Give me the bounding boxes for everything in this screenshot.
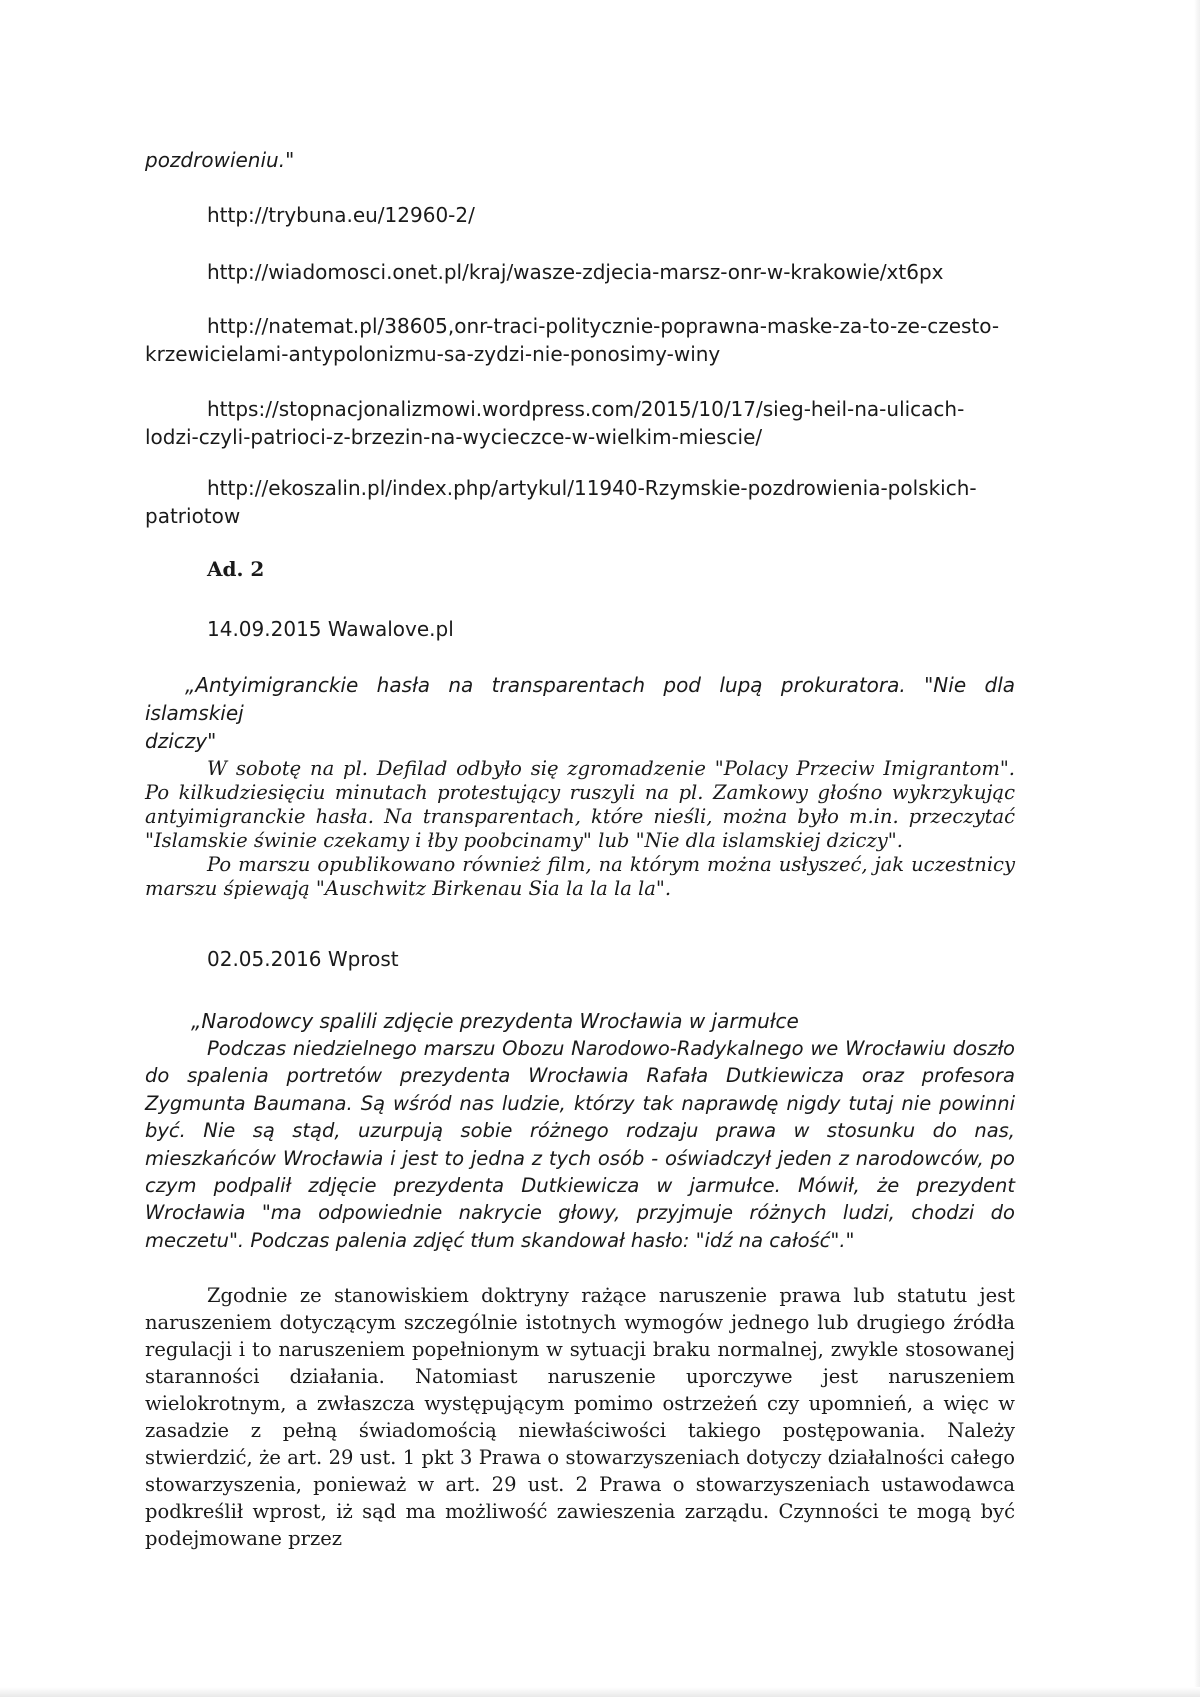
source-link-line: lodzi-czyli-patrioci-z-brzezin-na-wycieczce-w-wielkim-miescie/: [145, 425, 763, 449]
entry-date-source: 02.05.2016 Wprost: [207, 947, 399, 971]
source-link-line: http://ekoszalin.pl/index.php/artykul/11940-Rzymskie-pozdrowienia-polskich-: [207, 476, 977, 500]
source-link-line: https://stopnacjonalizmowi.wordpress.com/2015/10/17/sieg-heil-na-ulicach-: [207, 397, 965, 421]
headline-line: „Antyimigranckie hasła na transparentach pod lupą prokuratora. "Nie dla: [185, 673, 1015, 697]
source-link: [145, 312, 1015, 368]
quoted-paragraph: W sobotę na pl. Defilad odbyło się zgromadzenie "Polacy Przeciw Imigrantom". Po kilkudziesięciu minutach protestujący ruszyli na pl. Zamkowy głośno wykrzykując antyimigranckie hasła. Na transparentach, które nieśli, można było m.in. przeczytać "Islamskie świnie czekamy i łby poobcinamy" lub "Nie dla islamskiej dziczy".: [145, 757, 1015, 852]
headline-line: dziczy": [145, 729, 217, 753]
section-heading: Ad. 2: [207, 557, 265, 581]
source-link: [145, 474, 1015, 530]
entry-date-source: 14.09.2015 Wawalove.pl: [207, 617, 454, 641]
quoted-paragraph: Po marszu opublikowano również film, na którym można usłyszeć, jak uczestnicy marszu śpiewają "Auschwitz Birkenau Sia la la la la".: [145, 853, 1015, 900]
scan-edge-bottom: [0, 1687, 1200, 1697]
headline-line: islamskiej: [145, 701, 244, 725]
entry-headline: „Narodowcy spalili zdjęcie prezydenta Wrocławia w jarmułce: [191, 1009, 799, 1033]
source-link-line: patriotow: [145, 504, 241, 528]
source-link-line: krzewicielami-antypolonizmu-sa-zydzi-nie-ponosimy-winy: [145, 342, 721, 366]
entry-headline: [145, 671, 1015, 755]
source-link-line: http://trybuna.eu/12960-2/: [207, 203, 475, 227]
source-link: [145, 395, 1015, 451]
quote-ending: pozdrowieniu.": [145, 148, 295, 172]
legal-paragraph: Zgodnie ze stanowiskiem doktryny rażące naruszenie prawa lub statutu jest naruszeniem dotyczącym szczególnie istotnych wymogów jednego lub drugiego źródła regulacji i to naruszeniem popełnionym w sytuacji braku normalnej, zwykle stosowanej staranności działania. Natomiast naruszenie uporczywe jest naruszeniem wielokrotnym, a zwłaszcza występującym pomimo ostrzeżeń czy upomnień, a więc w zasadzie z pełną świadomością niewłaściwości takiego postępowania. Należy stwierdzić, że art. 29 ust. 1 pkt 3 Prawa o stowarzyszeniach dotyczy działalności całego stowarzyszenia, ponieważ w art. 29 ust. 2 Prawa o stowarzyszeniach ustawodawca podkreślił wprost, iż sąd ma możliwość zawieszenia zarządu. Czynności te mogą być podejmowane przez: [145, 1284, 1015, 1550]
source-link: [145, 258, 1015, 286]
source-link-line: http://natemat.pl/38605,onr-traci-politycznie-poprawna-maske-za-to-ze-czesto-: [207, 314, 1000, 338]
quoted-paragraph: Podczas niedzielnego marszu Obozu Narodowo-Radykalnego we Wrocławiu doszło do spalenia portretów prezydenta Wrocławia Rafała Dutkiewicza oraz profesora Zygmunta Baumana. Są wśród nas ludzie, którzy tak naprawdę nigdy tutaj nie powinni być. Nie są stąd, uzurpują sobie różnego rodzaju prawa w stosunku do nas, mieszkańców Wrocławia i jest to jedna z tych osób - oświadczył jeden z narodowców, po czym podpalił zdjęcie prezydenta Dutkiewicza w jarmułce. Mówił, że prezydent Wrocławia "ma odpowiednie nakrycie głowy, przyjmuje różnych ludzi, chodzi do meczetu". Podczas palenia zdjęć tłum skandował hasło: "idź na całość".": [145, 1037, 1015, 1252]
scan-edge-right: [1194, 0, 1200, 1697]
source-link: [145, 201, 1015, 229]
source-link-line: http://wiadomosci.onet.pl/kraj/wasze-zdjecia-marsz-onr-w-krakowie/xt6px: [207, 260, 944, 284]
